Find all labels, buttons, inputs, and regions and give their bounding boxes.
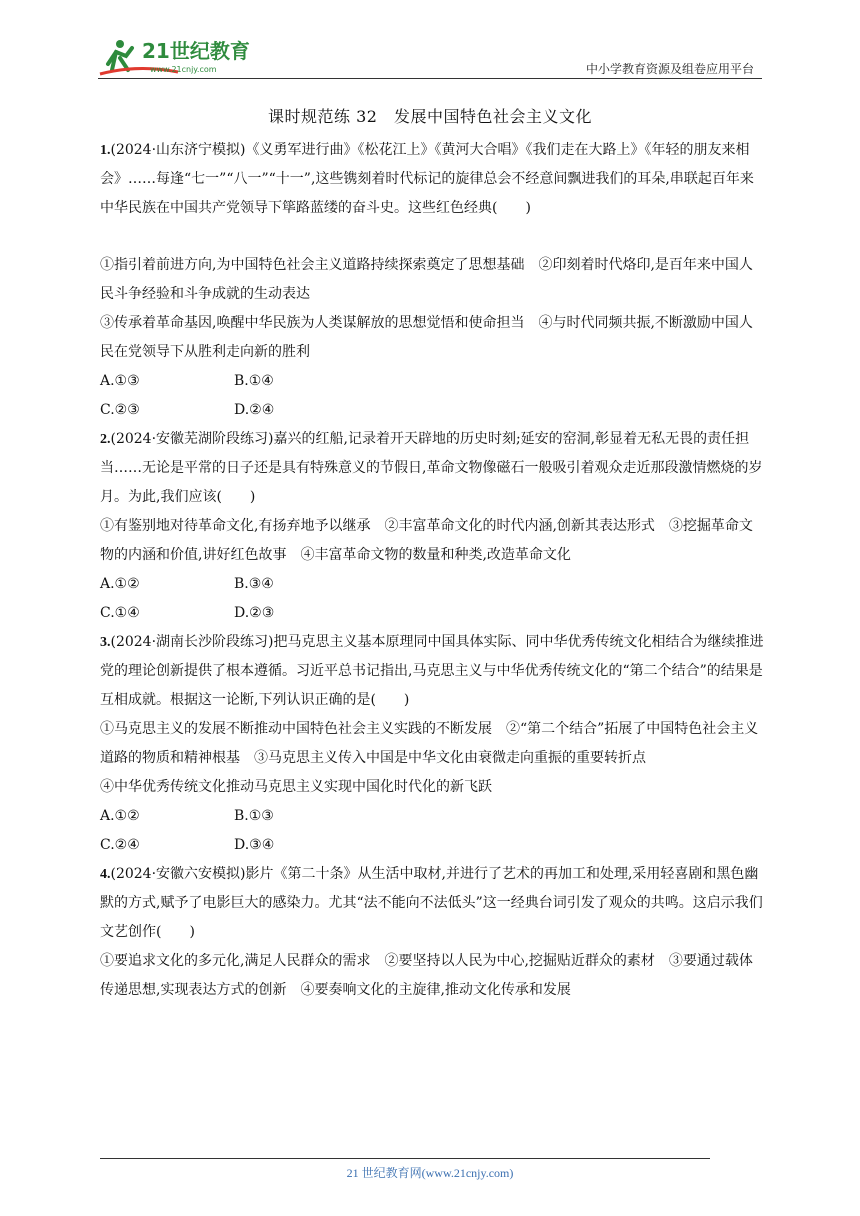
question-stem: 3.(2024·湖南长沙阶段练习)把马克思主义基本原理同中国具体实际、同中华优秀传统文化相结合为继续推进党的理论创新提供了根本遵循。习近平总书记指出,马克思主义与中华优秀传统文化的“第二个结合”的结果是互相成就。根据这一论断,下列认识正确的是( ) — [100, 634, 764, 708]
question-stem: 2.(2024·安徽芜湖阶段练习)嘉兴的红船,记录着开天辟地的历史时刻;延安的窑洞,彰显着无私无畏的责任担当……无论是平常的日子还是具有特殊意义的节假日,革命文物像磁石一般吸引着观众走近那段激情燃烧的岁月。为此,我们应该( ) — [100, 431, 763, 505]
statement: ③传承着革命基因,唤醒中华民族为人类谋解放的思想觉悟和使命担当 ④与时代同频共振,不断激励中国人民在党领导下从胜利走向新的胜利 — [100, 315, 753, 360]
header-divider — [98, 78, 762, 79]
question-stem: 4.(2024·安徽六安模拟)影片《第二十条》从生活中取材,并进行了艺术的再加工和处理,采用轻喜剧和黑色幽默的方式,赋予了电影巨大的感染力。尤其“法不能向不法低头”这一经典台词引发了观众的共鸣。这启示我们文艺创作( ) — [100, 866, 763, 940]
site-logo — [98, 34, 258, 78]
statement: ④中华优秀传统文化推动马克思主义实现中国化时代化的新飞跃 — [100, 779, 492, 795]
option: B.①③ — [234, 808, 274, 824]
options-row — [100, 570, 764, 599]
options-row — [100, 367, 764, 396]
option: D.③④ — [234, 837, 275, 853]
options-row — [100, 396, 764, 425]
questions — [100, 136, 764, 1005]
option: C.②③ — [100, 402, 140, 418]
options-row — [100, 599, 764, 628]
options-row — [100, 802, 764, 831]
option: B.①④ — [234, 373, 274, 389]
options-row — [100, 831, 764, 860]
option: A.①② — [100, 576, 140, 592]
page-title: 课时规范练 32 发展中国特色社会主义文化 — [268, 107, 592, 126]
option: D.②④ — [234, 402, 275, 418]
option: A.①② — [100, 808, 140, 824]
option: C.②④ — [100, 837, 140, 853]
statement: ①有鉴别地对待革命文化,有扬弃地予以继承 ②丰富革命文化的时代内涵,创新其表达形式 ③挖掘革命文物的内涵和价值,讲好红色故事 ④丰富革命文物的数量和种类,改造革命文化 — [100, 518, 753, 563]
svg-text:21世纪教育: 21世纪教育 — [142, 39, 250, 63]
footer-link[interactable]: 21 世纪教育网(www.21cnjy.com) — [346, 1166, 514, 1180]
statement: ①要追求文化的多元化,满足人民群众的需求 ②要坚持以人民为中心,挖掘贴近群众的素材 ③要通过载体传递思想,实现表达方式的创新 ④要奏响文化的主旋律,推动文化传承和发展 — [100, 953, 753, 998]
svg-text:www.21cnjy.com: www.21cnjy.com — [150, 65, 217, 74]
statement: ①指引着前进方向,为中国特色社会主义道路持续探索奠定了思想基础 ②印刻着时代烙印,是百年来中国人民斗争经验和斗争成就的生动表达 — [100, 257, 753, 302]
option: C.①④ — [100, 605, 140, 621]
footer-divider — [100, 1158, 710, 1159]
option: A.①③ — [100, 373, 140, 389]
page-header — [98, 30, 762, 80]
platform-label: 中小学教育资源及组卷应用平台 — [585, 62, 754, 76]
question-stem: 1.(2024·山东济宁模拟)《义勇军进行曲》《松花江上》《黄河大合唱》《我们走在大路上》《年轻的朋友来相会》……每逢“七一”“八一”“十一”,这些镌刻着时代标记的旋律总会不经意间飘进我们的耳朵,串联起百年来中华民族在中国共产党领导下筚路蓝缕的奋斗史。这些红色经典( ) — [100, 142, 754, 216]
option: B.③④ — [234, 576, 274, 592]
statement: ①马克思主义的发展不断推动中国特色社会主义实践的不断发展 ②“第二个结合”拓展了中国特色社会主义道路的物质和精神根基 ③马克思主义传入中国是中华文化由衰微走向重振的重要转折点 — [100, 721, 759, 766]
option: D.②③ — [234, 605, 275, 621]
